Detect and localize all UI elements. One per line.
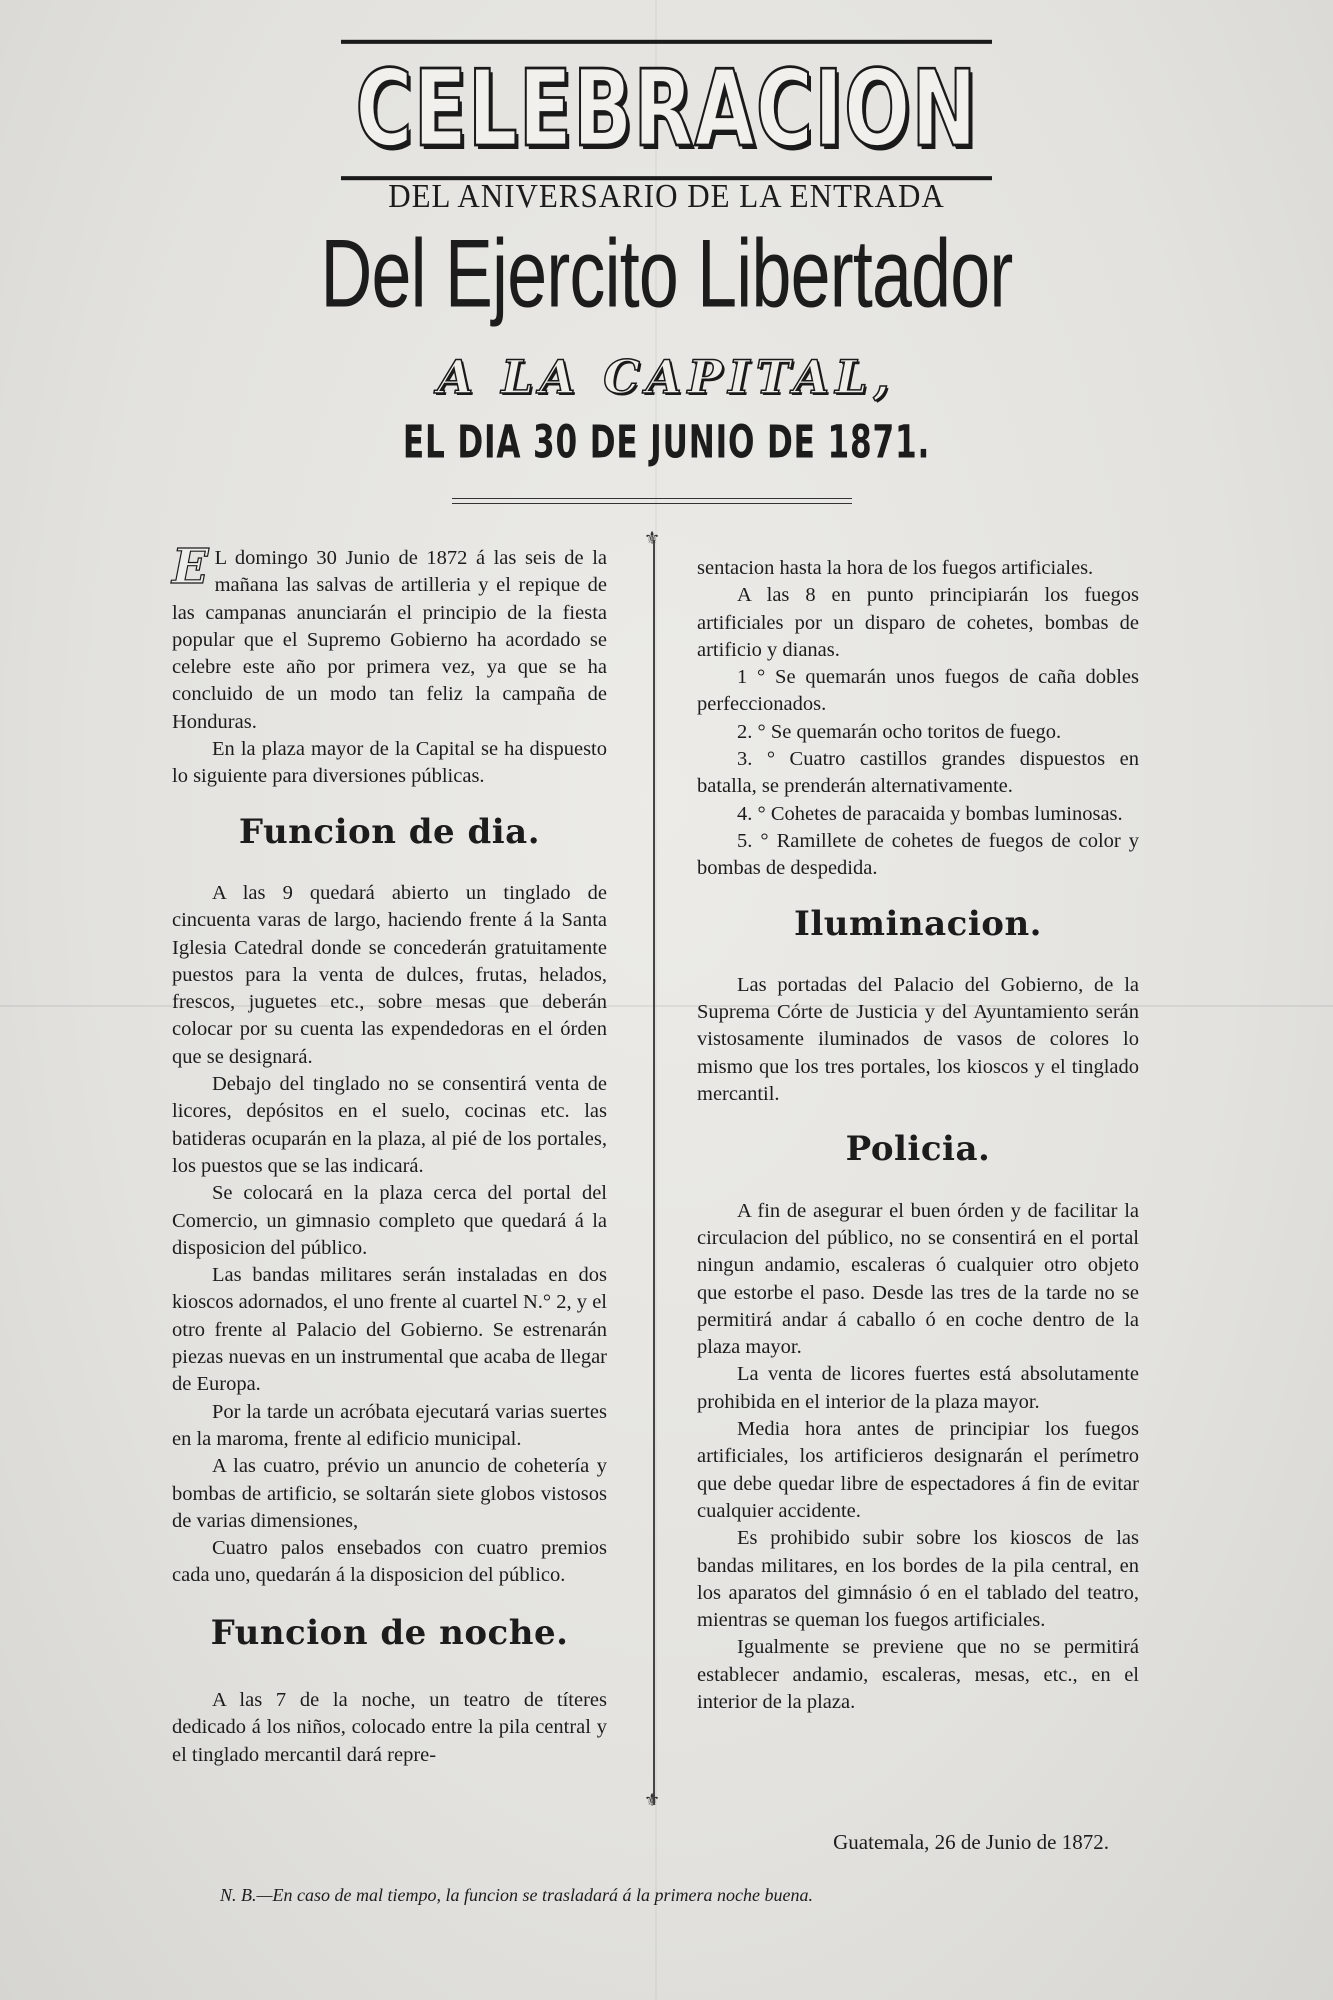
dia-paragraph: Debajo del tinglado no se consentirá venta de licores, depósitos en el suelo, cocinas etc. las batideras ocuparán en la plaza, al pié de los portales, los puestos que se las indicará. bbox=[172, 1073, 607, 1177]
policia-paragraph: A fin de asegurar el buen órden y de facilitar la circulacion del público, no se consentirá en el portal ningun andamio, escaleras ó cualquier otro objeto que estorbe el paso. Desde las tres de la tarde no se permitirá andar á caballo ó en coche dentro de la plaza mayor. bbox=[697, 1199, 1139, 1359]
drop-cap: E bbox=[172, 539, 209, 595]
header-rule-bottom bbox=[452, 503, 852, 504]
dia-paragraph: Por la tarde un acróbata ejecutará varias suertes en la maroma, frente al edificio municipal. bbox=[172, 1400, 607, 1450]
policia-paragraph: Igualmente se previene que no se permitirá establecer andamio, escaleras, mesas, etc., en el interior de la plaza. bbox=[697, 1636, 1139, 1713]
footer-note: N. B.—En caso de mal tiempo, la funcion se trasladará á la primera noche buena. bbox=[220, 1885, 813, 1905]
fuegos-item: 3. ° Cuatro castillos grandes dispuestos en batalla, se prenderán alternativamente. bbox=[697, 748, 1139, 798]
fuegos-paragraph: A las 8 en punto principiarán los fuegos artificiales por un disparo de cohetes, bombas de artificio y dianas. bbox=[697, 584, 1139, 661]
policia-paragraph: Media hora antes de principiar los fuegos artificiales, los artificieros designarán el perímetro que debe quedar libre de espectadores á fin de evitar cualquier accidente. bbox=[697, 1418, 1139, 1522]
noche-paragraph: A las 7 de la noche, un teatro de títeres dedicado á los niños, colocado entre la pila central y el tinglado mercantil dará repre- bbox=[172, 1688, 607, 1766]
dateline: Guatemala, 26 de Junio de 1872. bbox=[833, 1830, 1109, 1854]
iluminacion-paragraph: Las portadas del Palacio del Gobierno, de la Suprema Córte de Justicia y del Ayuntamiento serán vistosamente iluminados de vasos de colores lo mismo que los tres portales, los kioscos y el tinglado mercantil. bbox=[697, 973, 1139, 1106]
fuegos-item: 4. ° Cohetes de paracaida y bombas luminosas. bbox=[737, 802, 1123, 825]
poster-date-line: EL DIA 30 DE JUNIO DE 1871. bbox=[402, 415, 931, 469]
heading-funcion-dia: Funcion de dia. bbox=[238, 811, 541, 852]
continuation-text: sentacion hasta la hora de los fuegos artificiales. bbox=[697, 557, 1094, 579]
fuegos-item: 2. ° Se quemarán ocho toritos de fuego. bbox=[737, 720, 1062, 743]
divider-ornament-bottom-icon: ⚜ bbox=[644, 1790, 661, 1810]
dia-paragraph: Se colocará en la plaza cerca del portal del Comercio, un gimnasio completo que quedará á la disposicion del público. bbox=[172, 1182, 607, 1259]
right-column bbox=[697, 555, 1139, 1716]
poster-title bbox=[0, 40, 1333, 180]
heading-funcion-noche: Funcion de noche. bbox=[210, 1612, 569, 1653]
poster-title-text: CELEBRACION bbox=[341, 40, 991, 180]
divider-ornament-top-icon: ⚜ bbox=[644, 528, 661, 548]
poster-subtitle-3: A LA CAPITAL, bbox=[437, 350, 896, 404]
policia-paragraph: Es prohibido subir sobre los kioscos de las bandas militares, en los bordes de la pila central, en los aparatos del gimnásio ó en el tablado del teatro, mientras se queman los fuegos artificiales. bbox=[697, 1527, 1139, 1632]
dia-paragraph: Cuatro palos ensebados con cuatro premios cada uno, quedarán á la disposicion del público. bbox=[172, 1537, 607, 1587]
dia-paragraph: Las bandas militares serán instaladas en dos kioscos adornados, el uno frente al cuartel N.° 2, y el otro frente al Palacio del Gobierno. Se estrenarán piezas nuevas en un instrumental que acaba de llegar de Europa. bbox=[172, 1264, 607, 1396]
fuegos-item: 1 ° Se quemarán unos fuegos de caña dobles perfeccionados. bbox=[697, 666, 1139, 716]
column-divider bbox=[653, 540, 655, 1805]
intro-paragraph bbox=[172, 539, 607, 736]
fuegos-item: 5. ° Ramillete de cohetes de fuegos de color y bombas de despedida. bbox=[697, 829, 1139, 880]
poster-subtitle-2: Del Ejercito Libertador bbox=[320, 220, 1013, 328]
left-column bbox=[172, 539, 607, 1769]
header-rule-top bbox=[452, 498, 852, 499]
intro-text: L domingo 30 Junio de 1872 á las seis de la mañana las salvas de artilleria y el repique de las campanas anunciarán el principio de la fiesta popular que el Supremo Gobierno ha acordado se celebre este año por primera vez, ya que se ha concluido de un modo tan feliz la campaña de Honduras. bbox=[172, 547, 607, 733]
dia-paragraph: A las 9 quedará abierto un tinglado de cincuenta varas de largo, haciendo frente á la Santa Iglesia Catedral donde se concederán gratuitamente puestos para la venta de dulces, frutas, helados, frescos, juguetes etc., sobre mesas que deberán colocar por su cuenta las expendedoras en el órden que se designará. bbox=[172, 881, 607, 1068]
heading-policia: Policia. bbox=[845, 1129, 991, 1170]
policia-paragraph: La venta de licores fuertes está absolutamente prohibida en el interior de la plaza mayor. bbox=[697, 1363, 1139, 1413]
intro-paragraph-2: En la plaza mayor de la Capital se ha dispuesto lo siguiente para diversiones públicas. bbox=[172, 738, 607, 788]
dia-paragraph: A las cuatro, prévio un anuncio de cohetería y bombas de artificio, se soltarán siete globos vistosos de varias dimensiones, bbox=[172, 1455, 607, 1532]
heading-iluminacion: Iluminacion. bbox=[793, 903, 1043, 944]
poster-subtitle-1: DEL ANIVERSARIO DE LA ENTRADA bbox=[388, 176, 945, 215]
